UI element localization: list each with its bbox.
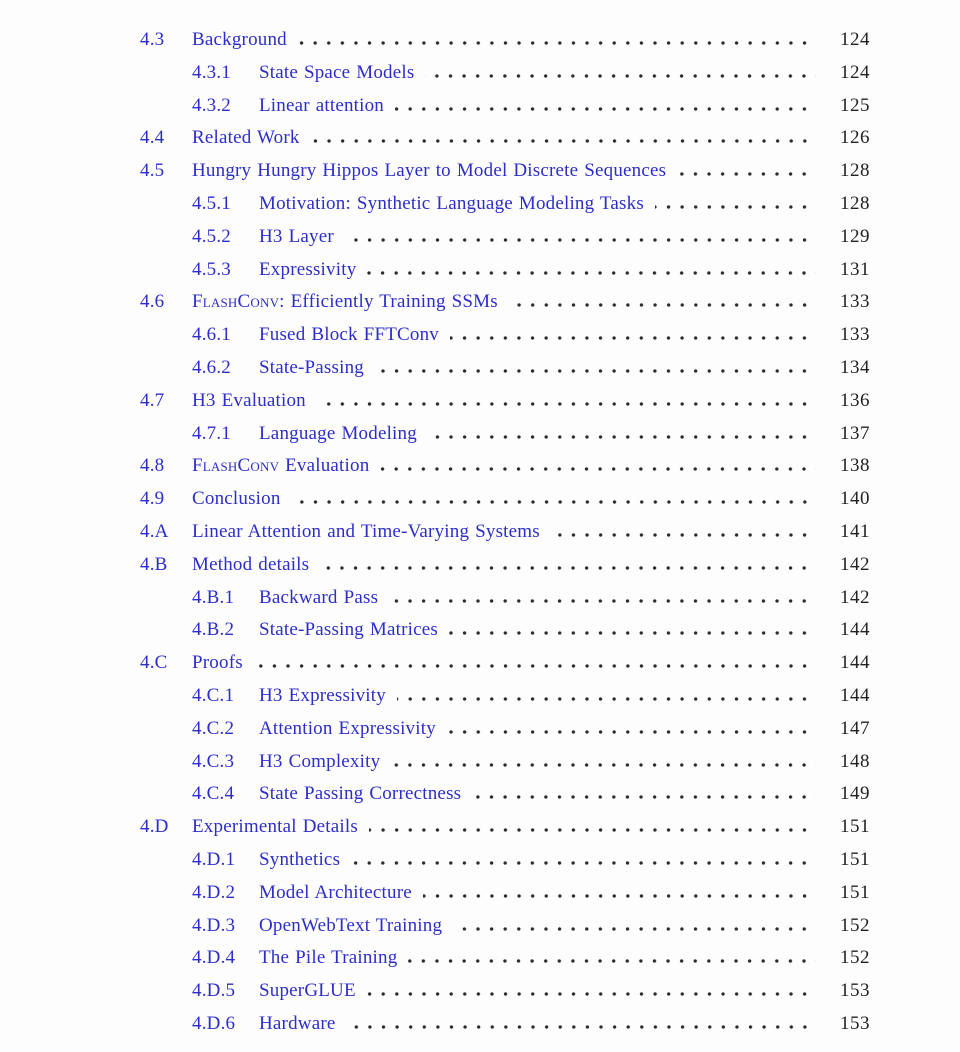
toc-entry[interactable] xyxy=(140,942,870,975)
toc-entry-title[interactable]: Language Modeling xyxy=(259,422,417,444)
toc-entry[interactable] xyxy=(140,188,870,221)
dot-leader xyxy=(345,238,816,242)
toc-entry-page: 142 xyxy=(840,586,870,608)
toc-entry-title[interactable]: Proofs xyxy=(192,652,243,674)
toc-entry-number[interactable]: 4.7 xyxy=(140,389,165,411)
toc-entry-number[interactable]: 4.C.3 xyxy=(192,750,235,772)
dot-leader xyxy=(367,992,816,996)
dot-leader xyxy=(395,107,816,111)
toc-entry-title[interactable]: Linear attention xyxy=(259,94,385,116)
toc-entry[interactable] xyxy=(140,680,870,713)
toc-entry-title[interactable]: Background xyxy=(192,29,287,50)
toc-entry-number[interactable]: 4.7.1 xyxy=(192,422,231,444)
toc-entry-number[interactable]: 4.D.1 xyxy=(192,848,236,870)
toc-entry-page: 151 xyxy=(840,816,870,838)
toc-entry-title[interactable]: Motivation: Synthetic Language Modeling Tasks xyxy=(259,192,644,214)
toc-entry-page: 125 xyxy=(840,94,870,116)
toc-entry-page: 134 xyxy=(840,356,870,378)
toc-entry[interactable] xyxy=(140,57,870,90)
toc-entry[interactable] xyxy=(140,450,870,483)
dot-leader xyxy=(292,500,816,504)
dot-leader xyxy=(397,697,816,701)
toc-entry[interactable] xyxy=(140,155,870,188)
toc-entry-page: 153 xyxy=(840,980,870,1002)
toc-entry-number[interactable]: 4.A xyxy=(140,520,169,542)
toc-entry-title[interactable]: Linear Attention and Time-Varying Systems xyxy=(192,520,540,542)
toc-entry-title[interactable]: Related Work xyxy=(192,127,300,149)
toc-entry-number[interactable]: 4.6.1 xyxy=(192,324,231,346)
dot-leader xyxy=(423,894,816,898)
toc-entry-page: 144 xyxy=(840,619,870,641)
toc-entry-title[interactable]: Expressivity xyxy=(259,258,357,280)
dot-leader xyxy=(408,959,816,963)
dot-leader xyxy=(317,402,816,406)
toc-entry-title[interactable]: Experimental Details xyxy=(192,816,358,838)
toc-entry-page: 153 xyxy=(840,1012,870,1034)
toc-entry[interactable] xyxy=(140,811,870,844)
dot-leader xyxy=(472,795,816,799)
dot-leader xyxy=(447,730,816,734)
toc-entry-number[interactable]: 4.9 xyxy=(140,488,165,510)
dot-leader xyxy=(367,271,816,275)
toc-entry[interactable] xyxy=(140,24,870,57)
toc-entry-page: 124 xyxy=(840,29,870,50)
toc-entry-page: 128 xyxy=(840,160,870,182)
toc-entry-number[interactable]: 4.D.4 xyxy=(192,947,236,969)
toc-entry-title[interactable]: Attention Expressivity xyxy=(259,717,436,739)
toc-entry-number[interactable]: 4.D.6 xyxy=(192,1012,236,1034)
toc-entry[interactable] xyxy=(140,286,870,319)
toc-entry-number[interactable]: 4.C.2 xyxy=(192,717,235,739)
toc-entry[interactable] xyxy=(140,221,870,254)
toc-entry-number[interactable]: 4.B.2 xyxy=(192,619,235,641)
toc-entry-number[interactable]: 4.3 xyxy=(140,29,165,50)
toc-entry-page: 144 xyxy=(840,684,870,706)
dot-leader xyxy=(509,303,816,307)
toc-entry-page: 128 xyxy=(840,192,870,214)
toc-entry-title[interactable]: Hardware xyxy=(259,1012,336,1034)
toc-entry-page: 151 xyxy=(840,848,870,870)
dot-leader xyxy=(347,1025,817,1029)
toc-entry-number[interactable]: 4.B.1 xyxy=(192,586,235,608)
dot-leader xyxy=(298,41,816,45)
toc-entry-number[interactable]: 4.6.2 xyxy=(192,356,231,378)
toc-entry-number[interactable]: 4.3.1 xyxy=(192,61,231,83)
toc-entry[interactable] xyxy=(140,713,870,746)
dot-leader xyxy=(655,205,816,209)
toc-entry-title[interactable]: Backward Pass xyxy=(259,586,379,608)
toc-entry-title[interactable]: Hungry Hungry Hippos Layer to Model Discrete Sequences xyxy=(192,160,667,182)
dot-leader xyxy=(254,664,816,668)
toc-list xyxy=(140,24,870,1041)
toc-entry-title[interactable]: State Space Models xyxy=(259,61,415,83)
toc-entry-page: 129 xyxy=(840,225,870,247)
toc-entry-number[interactable]: 4.8 xyxy=(140,455,165,477)
toc-entry[interactable] xyxy=(140,385,870,418)
dot-leader xyxy=(450,336,816,340)
toc-entry-title[interactable]: SuperGLUE xyxy=(259,980,356,1002)
toc-entry-page: 133 xyxy=(840,291,870,313)
toc-entry-title[interactable]: FlashConv Evaluation xyxy=(192,455,370,477)
toc-entry-title[interactable]: OpenWebText Training xyxy=(259,914,443,936)
toc-entry-number[interactable]: 4.B xyxy=(140,553,168,575)
toc-entry-title[interactable]: Synthetics xyxy=(259,848,341,870)
toc-entry[interactable] xyxy=(140,844,870,877)
toc-entry-number[interactable]: 4.6 xyxy=(140,291,165,313)
toc-entry-number[interactable]: 4.D.3 xyxy=(192,914,236,936)
toc-entry-title[interactable]: H3 Complexity xyxy=(259,750,381,772)
toc-entry-page: 138 xyxy=(840,455,870,477)
toc-entry-page: 136 xyxy=(840,389,870,411)
dot-leader xyxy=(375,369,816,373)
toc-entry-number[interactable]: 4.D.5 xyxy=(192,980,236,1002)
toc-entry-page: 126 xyxy=(840,127,870,149)
toc-entry-page: 144 xyxy=(840,652,870,674)
toc-entry-number[interactable]: 4.5.1 xyxy=(192,192,231,214)
toc-entry[interactable] xyxy=(140,975,870,1008)
toc-entry-title[interactable]: H3 Layer xyxy=(259,225,334,247)
toc-entry-title[interactable]: State-Passing xyxy=(259,356,364,378)
toc-entry-number[interactable]: 4.D xyxy=(140,816,169,838)
toc-entry[interactable] xyxy=(140,1008,870,1041)
toc-entry[interactable] xyxy=(140,418,870,451)
toc-entry[interactable] xyxy=(140,319,870,352)
toc-entry-page: 152 xyxy=(840,947,870,969)
toc-entry-title[interactable]: H3 Evaluation xyxy=(192,389,306,411)
toc-entry-title[interactable]: State-Passing Matrices xyxy=(259,619,439,641)
toc-entry-title[interactable]: Conclusion xyxy=(192,488,281,510)
smallcaps-text[interactable]: FlashConv xyxy=(192,291,280,313)
toc-entry-title[interactable]: Fused Block FFTConv xyxy=(259,324,439,346)
toc-entry[interactable] xyxy=(140,483,870,516)
toc-entry-page: 131 xyxy=(840,258,870,280)
toc-entry-title[interactable]: H3 Expressivity xyxy=(259,684,386,706)
toc-entry-number[interactable]: 4.5 xyxy=(140,160,165,182)
dot-leader xyxy=(425,74,816,78)
toc-entry-page: 133 xyxy=(840,324,870,346)
dot-leader xyxy=(391,763,816,767)
toc-entry-number[interactable]: 4.5.3 xyxy=(192,258,231,280)
dot-leader xyxy=(320,566,816,570)
toc-entry-page: 152 xyxy=(840,914,870,936)
toc-entry[interactable] xyxy=(140,122,870,155)
dot-leader xyxy=(677,172,816,176)
toc-entry-number[interactable]: 4.4 xyxy=(140,127,165,149)
toc-entry-page: 124 xyxy=(840,61,870,83)
toc-entry[interactable] xyxy=(140,516,870,549)
dot-leader xyxy=(380,467,816,471)
toc-entry[interactable] xyxy=(140,877,870,910)
toc-entry-number[interactable]: 4.C xyxy=(140,652,168,674)
toc-entry-title[interactable]: FlashConv: Efficiently Training SSMs xyxy=(192,291,498,313)
toc-entry-page: 151 xyxy=(840,881,870,903)
toc-entry[interactable] xyxy=(140,90,870,123)
dot-leader xyxy=(351,861,816,865)
toc-entry-page: 149 xyxy=(840,783,870,805)
dot-leader xyxy=(311,139,816,143)
toc-entry-page: 142 xyxy=(840,553,870,575)
toc-entry-page: 141 xyxy=(840,520,870,542)
toc-entry[interactable] xyxy=(140,647,870,680)
dot-leader xyxy=(453,927,816,931)
toc-entry-number[interactable]: 4.C.1 xyxy=(192,684,235,706)
toc-entry[interactable] xyxy=(140,582,870,615)
toc-entry[interactable] xyxy=(140,352,870,385)
dot-leader xyxy=(428,435,816,439)
toc-entry[interactable] xyxy=(140,549,870,582)
dot-leader xyxy=(449,631,816,635)
toc-entry-page: 137 xyxy=(840,422,870,444)
toc-entry-number[interactable]: 4.D.2 xyxy=(192,881,236,903)
toc-entry-title[interactable]: Model Architecture xyxy=(259,881,412,903)
toc-entry-page: 140 xyxy=(840,488,870,510)
toc-entry-number[interactable]: 4.3.2 xyxy=(192,94,231,116)
toc-entry-number[interactable]: 4.5.2 xyxy=(192,225,231,247)
toc-entry-page: 147 xyxy=(840,717,870,739)
toc-entry-title[interactable]: Method details xyxy=(192,553,310,575)
dot-leader xyxy=(551,533,816,537)
toc-entry-page: 148 xyxy=(840,750,870,772)
toc-entry-title[interactable]: State Passing Correctness xyxy=(259,783,462,805)
smallcaps-text[interactable]: FlashConv xyxy=(192,455,280,477)
dot-leader xyxy=(389,599,816,603)
toc-entry[interactable] xyxy=(140,614,870,647)
toc-entry[interactable] xyxy=(140,254,870,287)
toc-entry[interactable] xyxy=(140,910,870,943)
dot-leader xyxy=(369,828,816,832)
toc-entry[interactable] xyxy=(140,746,870,779)
toc-entry-title[interactable]: The Pile Training xyxy=(259,947,398,969)
toc-entry-number[interactable]: 4.C.4 xyxy=(192,783,235,805)
toc-entry[interactable] xyxy=(140,778,870,811)
